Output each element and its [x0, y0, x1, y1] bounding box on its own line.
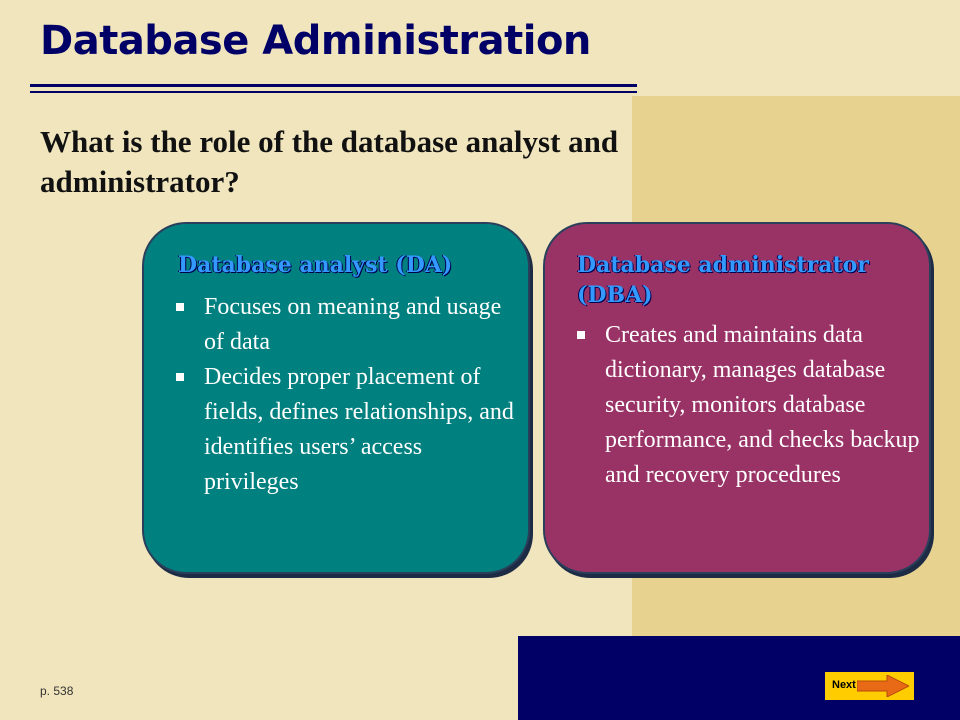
list-item	[575, 318, 925, 493]
database-administrator-bullets	[575, 318, 925, 493]
next-button[interactable]	[825, 672, 914, 700]
bullet-text: Focuses on meaning and usage of data	[204, 294, 502, 355]
bullet-text: Creates and maintains data dictionary, manages database security, monitors database performance, and checks backup and recovery procedures	[605, 322, 920, 488]
bullet-text: Decides proper placement of fields, defines relationships, and identifies users’ access privileges	[204, 364, 514, 495]
square-bullet-icon	[176, 373, 184, 381]
title-underline	[30, 84, 637, 93]
slide-question: What is the role of the database analyst and administrator?	[40, 124, 619, 199]
database-analyst-bullets	[174, 290, 519, 500]
square-bullet-icon	[176, 303, 184, 311]
list-item	[174, 360, 519, 500]
database-analyst-card	[142, 222, 530, 574]
page-reference: p. 538	[40, 684, 74, 698]
next-button-label: Next	[832, 679, 856, 691]
slide-title: Database Administration	[40, 18, 591, 64]
arrow-right-icon	[857, 675, 909, 697]
database-administrator-heading: Database administrator (DBA)	[577, 252, 869, 308]
list-item	[174, 290, 519, 360]
database-administrator-card	[543, 222, 931, 574]
square-bullet-icon	[577, 331, 585, 339]
database-analyst-heading: Database analyst (DA)	[178, 252, 453, 278]
